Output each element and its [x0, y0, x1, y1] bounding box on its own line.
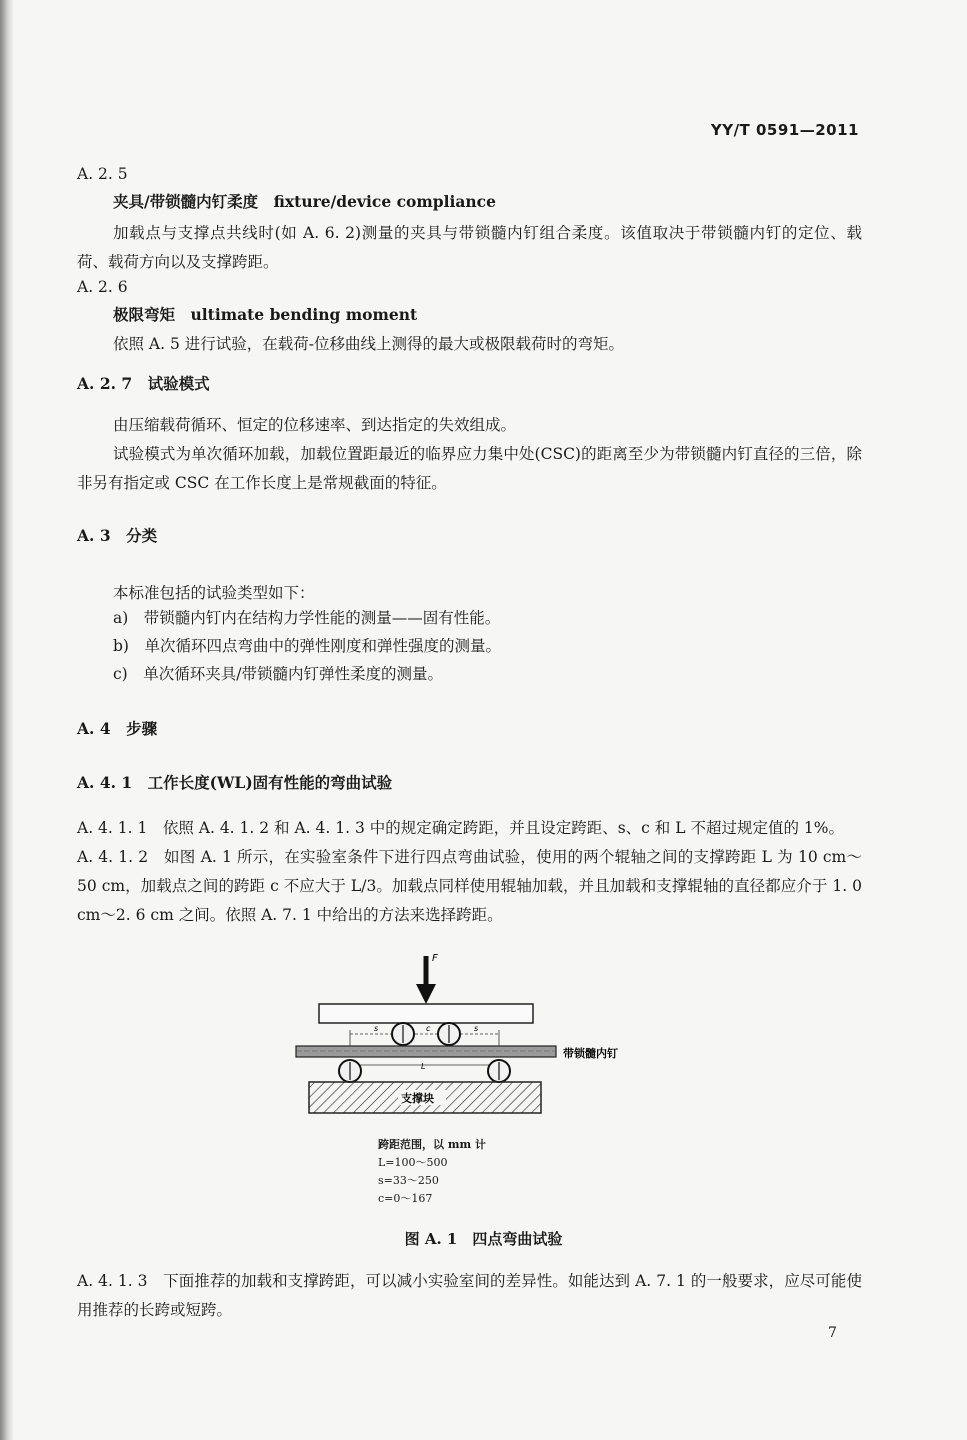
figure-caption: 图 A. 1 四点弯曲试验: [404, 1230, 563, 1248]
list-item: c) 单次循环夹具/带锁髓内钉弹性柔度的测量。: [113, 665, 443, 683]
legend-title: 跨距范围，以 mm 计: [378, 1138, 486, 1151]
block-label: 支撑块: [401, 1092, 434, 1105]
nail-label: 带锁髓内钉: [563, 1047, 618, 1060]
page-number: 7: [828, 1325, 837, 1341]
loading-roller-icon: [392, 1023, 414, 1045]
clause-a411: A. 4. 1. 1 依照 A. 4. 1. 2 和 A. 4. 1. 3 中的规定确定跨距，并且设定跨距、s、c 和 L 不超过规定值的 1%。: [77, 819, 844, 837]
document-code-header: YY/T 0591—2011: [710, 121, 859, 139]
clause-a3-heading: A. 3 分类: [77, 526, 158, 545]
scan-edge-shadow: [0, 0, 14, 1440]
span-range-legend: [378, 1136, 486, 1208]
list-item: a) 带锁髓内钉内在结构力学性能的测量——固有性能。: [113, 609, 501, 627]
support-roller-icon: [339, 1060, 361, 1082]
legend-line: s=33～250: [378, 1174, 439, 1187]
clause-a25-number: A. 2. 5: [77, 165, 128, 183]
clause-a25-definition: 加载点与支撑点共线时(如 A. 6. 2)测量的夹具与带锁髓内钉组合柔度。该值取决于带锁髓内钉的定位、载荷、载荷方向以及支撑跨距。: [77, 224, 862, 271]
clause-a4-heading: A. 4 步骤: [77, 719, 158, 738]
clause-a27-paragraph-1: 由压缩载荷循环、恒定的位移速率、到达指定的失效组成。: [113, 416, 517, 434]
clause-a27-heading: A. 2. 7 试验模式: [77, 374, 210, 393]
L-label: L: [421, 1062, 426, 1071]
clause-a3-intro: 本标准包括的试验类型如下：: [113, 584, 315, 602]
s-label-right: s: [474, 1024, 479, 1033]
clause-a27-paragraph-2: 试验模式为单次循环加载，加载位置距最近的临界应力集中处(CSC)的距离至少为带锁髓内钉直径的三倍，除非另有指定或 CSC 在工作长度上是常规截面的特征。: [77, 445, 862, 492]
clause-a25-term: 夹具/带锁髓内钉柔度 fixture/device compliance: [113, 192, 496, 211]
intramedullary-nail: [296, 1046, 556, 1057]
loading-beam: [319, 1004, 533, 1023]
legend-line: L=100～500: [378, 1156, 448, 1169]
clause-a41-heading: A. 4. 1 工作长度(WL)固有性能的弯曲试验: [77, 773, 393, 792]
loading-roller-icon: [438, 1023, 460, 1045]
clause-a26-definition: 依照 A. 5 进行试验，在载荷-位移曲线上测得的最大或极限载荷时的弯矩。: [113, 335, 625, 353]
clause-a413: A. 4. 1. 3 下面推荐的加载和支撑跨距，可以减小实验室间的差异性。如能达到 A. 7. 1 的一般要求，应尽可能使用推荐的长跨或短跨。: [77, 1272, 862, 1319]
legend-line: c=0～167: [378, 1192, 433, 1205]
c-label: c: [426, 1024, 431, 1033]
clause-a26-term: 极限弯矩 ultimate bending moment: [113, 305, 418, 324]
clause-a26-number: A. 2. 6: [77, 278, 128, 296]
support-roller-icon: [488, 1060, 510, 1082]
list-item: b) 单次循环四点弯曲中的弹性刚度和弹性强度的测量。: [113, 637, 501, 655]
clause-a412: A. 4. 1. 2 如图 A. 1 所示，在实验室条件下进行四点弯曲试验，使用的两个辊轴之间的支撑跨距 L 为 10 cm～50 cm，加载点之间的跨距 c 不应大于 L/3。加载点同样使用辊轴加载，并且加载和支撑辊轴的直径都应介于 1. 0 cm～2. 6 cm 之间。依照 A. 7. 1 中给出的方法来选择跨距。: [77, 848, 862, 924]
four-point-bending-diagram: [290, 948, 650, 1123]
s-label-left: s: [374, 1024, 379, 1033]
force-label: F: [432, 953, 438, 964]
